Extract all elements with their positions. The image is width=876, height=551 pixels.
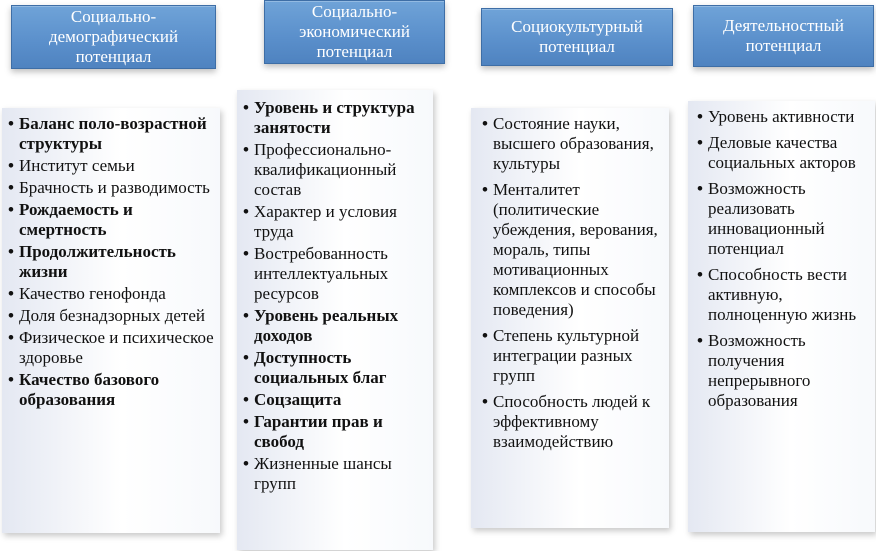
header-activity xyxy=(693,5,874,67)
header-line: потенциал xyxy=(539,37,615,56)
list-item: • Уровень реальных доходов xyxy=(243,306,427,346)
header-sociodemographic xyxy=(11,5,216,69)
column-socioeconomic xyxy=(237,90,433,550)
list-item: • Институт семьи xyxy=(8,156,214,176)
list-item: • Уровень и структура занятости xyxy=(243,98,427,138)
header-socioeconomic xyxy=(264,0,445,64)
list-item: • Рождаемость и смертность xyxy=(8,200,214,240)
list-item: • Способность людей к эффективному взаимодействию xyxy=(482,392,663,452)
column-sociodemographic xyxy=(2,108,220,533)
header-line: демографический xyxy=(48,27,179,46)
header-line: экономический xyxy=(299,22,410,41)
list-item: • Физическое и психическое здоровье xyxy=(8,328,214,368)
list-item: • Деловые качества социальных акторов xyxy=(697,133,869,173)
header-line: Социально- xyxy=(70,7,157,26)
list-item: • Баланс поло-возрастной структуры xyxy=(8,114,214,154)
list-item: • Возможность реализовать инновационный потенциал xyxy=(697,179,869,259)
header-line: потенциал xyxy=(745,36,822,55)
list-item: • Соцзащита xyxy=(243,390,427,410)
header-line: потенциал xyxy=(316,42,393,61)
list-item: • Уровень активности xyxy=(697,107,869,127)
header-line: Социокультурный xyxy=(511,17,643,36)
list-item: • Степень культурной интеграции разных групп xyxy=(482,326,663,386)
header-line: Деятельностный xyxy=(723,16,844,35)
list-item: • Качество генофонда xyxy=(8,284,214,304)
list-item: • Брачность и разводимость xyxy=(8,178,214,198)
header-line: Социально- xyxy=(311,2,398,21)
item-list xyxy=(243,98,427,494)
list-item: • Жизненные шансы групп xyxy=(243,454,427,494)
list-item: • Характер и условия труда xyxy=(243,202,427,242)
list-item: • Качество базового образования xyxy=(8,370,214,410)
list-item: • Возможность получения непрерывного образования xyxy=(697,331,869,411)
item-list xyxy=(8,114,214,410)
header-line: потенциал xyxy=(75,47,152,66)
column-sociocultural xyxy=(471,108,669,528)
list-item: • Востребованность интеллектуальных ресурсов xyxy=(243,244,427,304)
list-item: • Способность вести активную, полноценную жизнь xyxy=(697,265,869,325)
list-item: • Доля безнадзорных детей xyxy=(8,306,214,326)
list-item: • Менталитет (политические убеждения, верования, мораль, типы мотивационных комплексов и способы поведения) xyxy=(482,180,663,320)
list-item: • Продолжительность жизни xyxy=(8,242,214,282)
header-sociocultural xyxy=(481,8,673,66)
column-activity xyxy=(688,101,875,532)
item-list xyxy=(482,114,663,452)
list-item: • Гарантии прав и свобод xyxy=(243,412,427,452)
item-list xyxy=(697,107,869,411)
list-item: • Доступность социальных благ xyxy=(243,348,427,388)
list-item: • Состояние науки, высшего образования, культуры xyxy=(482,114,663,174)
list-item: • Профессионально-квалификационный состав xyxy=(243,140,427,200)
